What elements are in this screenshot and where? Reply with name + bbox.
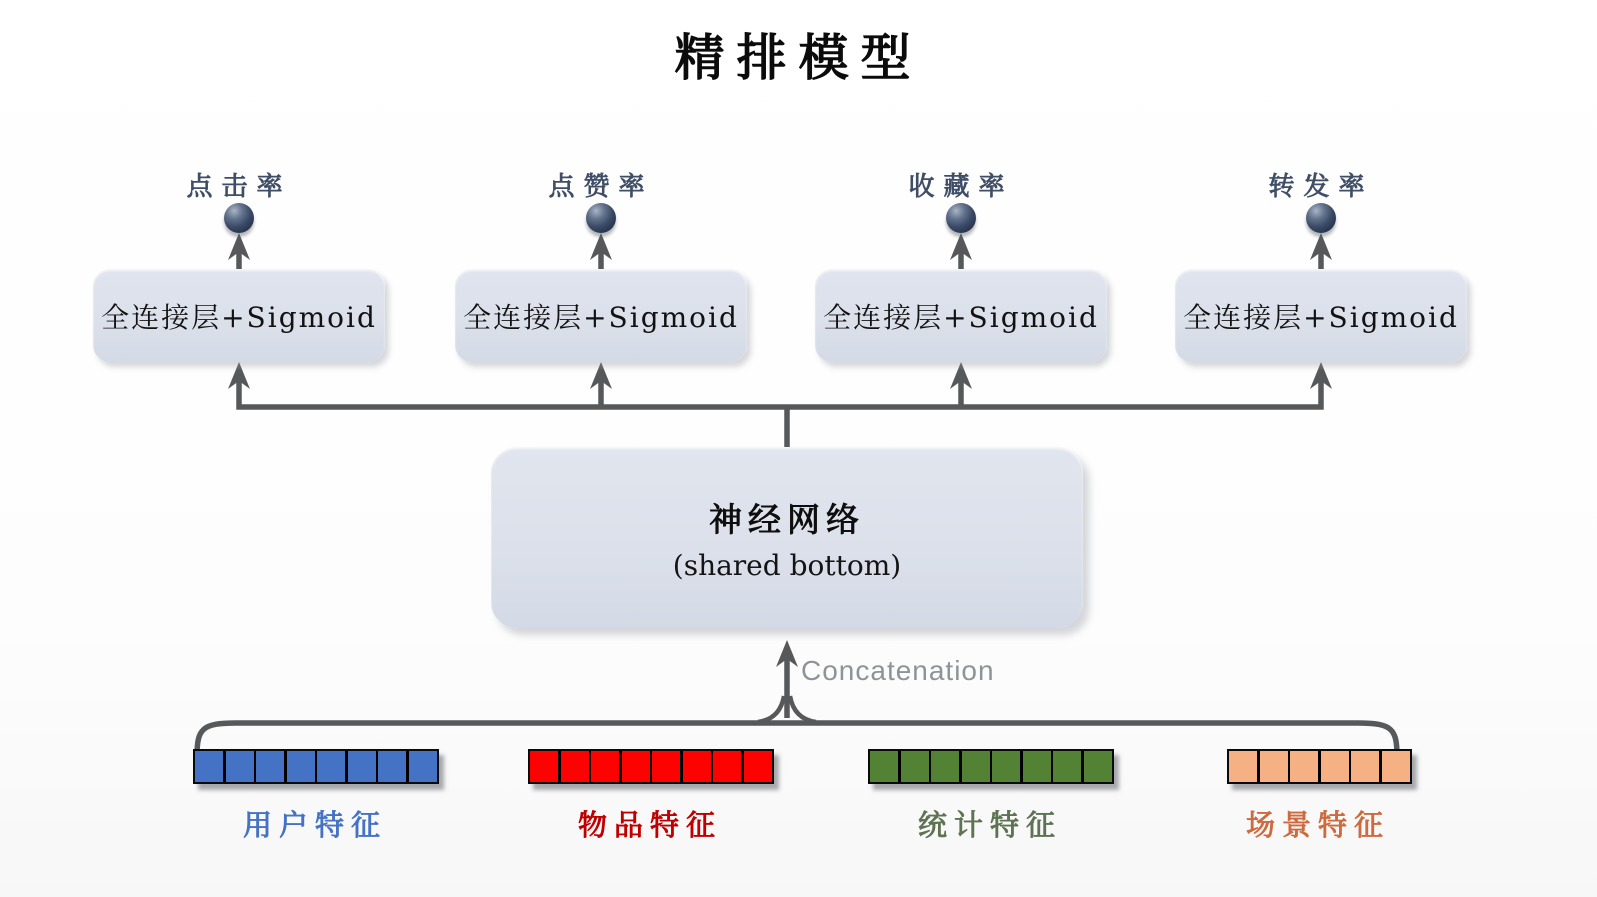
feature-cell — [744, 751, 772, 782]
shared-bottom-box — [491, 447, 1083, 628]
feature-vector-user — [193, 749, 439, 784]
feature-cell — [409, 751, 437, 782]
feature-vector-item — [528, 749, 774, 784]
feature-cell — [622, 751, 650, 782]
feature-cell — [1260, 751, 1288, 782]
feature-cell — [591, 751, 619, 782]
feature-cell — [287, 751, 315, 782]
feature-cell — [256, 751, 284, 782]
feature-cell — [1351, 751, 1379, 782]
tower-box-share: 全连接层+Sigmoid — [1175, 269, 1467, 362]
diagram-title: 精排模型 — [674, 28, 923, 87]
output-node-favorite — [946, 203, 976, 233]
feature-cell — [683, 751, 711, 782]
feature-cell — [1053, 751, 1081, 782]
feature-cell — [348, 751, 376, 782]
shared-bottom-title: 神经网络 — [709, 499, 865, 539]
feature-label-stat: 统计特征 — [917, 808, 1062, 842]
feature-cell — [713, 751, 741, 782]
feature-cell — [226, 751, 254, 782]
tower-box-like: 全连接层+Sigmoid — [455, 269, 747, 362]
feature-vector-scene — [1227, 749, 1412, 784]
output-node-like — [586, 203, 616, 233]
task-label-ctr: 点击率 — [186, 172, 292, 202]
feature-cell — [195, 751, 223, 782]
feature-cell — [561, 751, 589, 782]
feature-vector-stat — [868, 749, 1114, 784]
shared-bottom-subtitle: (shared bottom) — [672, 548, 902, 582]
task-label-favorite: 收藏率 — [908, 172, 1014, 202]
tower-box-ctr: 全连接层+Sigmoid — [93, 269, 385, 362]
feature-cell — [992, 751, 1020, 782]
task-label-share: 转发率 — [1268, 172, 1374, 202]
feature-cell — [1229, 751, 1257, 782]
tower-box-favorite: 全连接层+Sigmoid — [815, 269, 1107, 362]
feature-cell — [1290, 751, 1318, 782]
feature-cell — [317, 751, 345, 782]
feature-cell — [870, 751, 898, 782]
feature-cell — [931, 751, 959, 782]
feature-cell — [901, 751, 929, 782]
feature-cell — [652, 751, 680, 782]
feature-cell — [1321, 751, 1349, 782]
feature-cell — [1084, 751, 1112, 782]
feature-cell — [1382, 751, 1410, 782]
feature-cell — [1023, 751, 1051, 782]
feature-label-user: 用户特征 — [242, 808, 387, 842]
feature-label-scene: 场景特征 — [1245, 808, 1390, 842]
feature-cell — [530, 751, 558, 782]
output-node-share — [1306, 203, 1336, 233]
task-label-like: 点赞率 — [548, 172, 654, 202]
concatenation-label: Concatenation — [801, 655, 995, 686]
feature-cell — [962, 751, 990, 782]
feature-cell — [378, 751, 406, 782]
output-node-ctr — [224, 203, 254, 233]
feature-label-item: 物品特征 — [577, 808, 722, 842]
